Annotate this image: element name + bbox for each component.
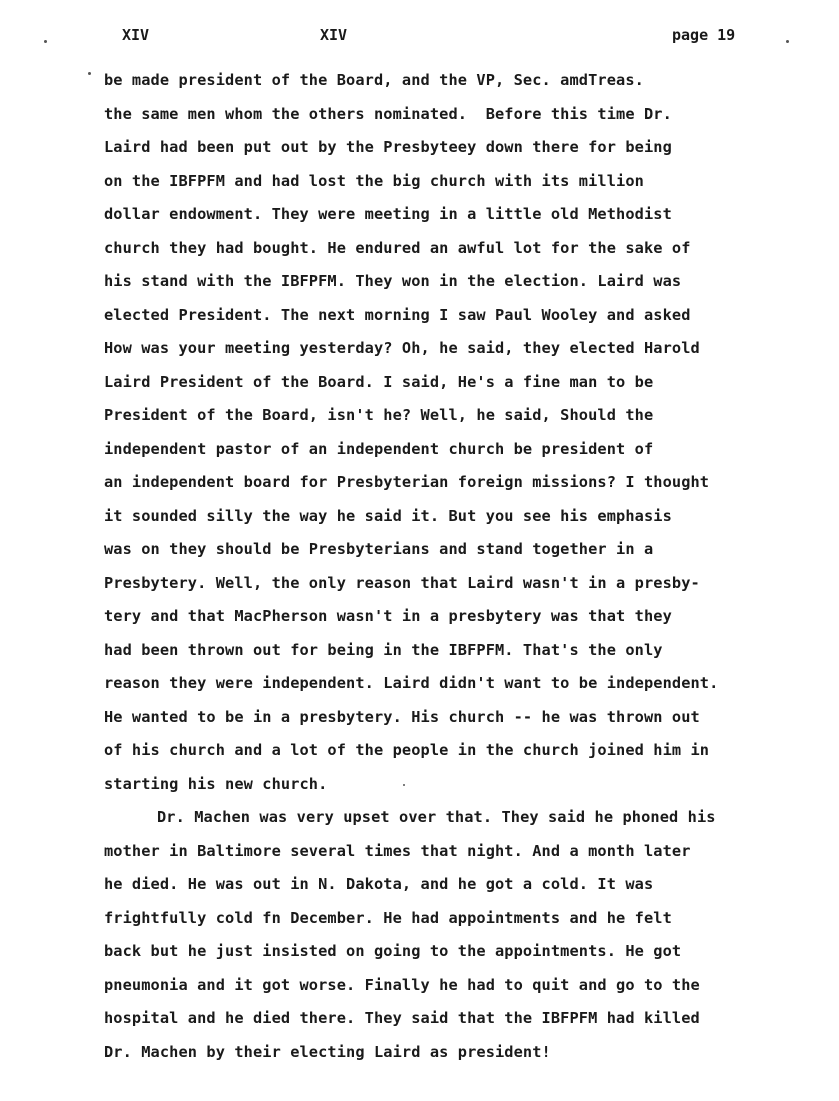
paragraph-first-line: Dr. Machen was very upset over that. They said he phoned his xyxy=(157,808,716,826)
text-line: on the IBFPFM and had lost the big church with its million xyxy=(104,171,644,190)
text-line: frightfully cold fn December. He had appointments and he felt xyxy=(104,908,672,927)
text-line: President of the Board, isn't he? Well, he said, Should the xyxy=(104,406,654,424)
text-line: Laird President of the Board. I said, He's a fine man to be xyxy=(104,372,654,391)
header-chapter-center: XIV xyxy=(320,26,348,44)
scan-speck xyxy=(88,72,91,75)
text-line: of his church and a lot of the people in the church joined him in xyxy=(104,741,710,759)
text-line: elected President. The next morning I saw Paul Wooley and asked xyxy=(104,305,691,324)
text-line: hospital and he died there. They said that the IBFPFM had killed xyxy=(104,1009,700,1027)
text-line: was on they should be Presbyterians and stand together in a xyxy=(104,540,654,558)
text-line: Laird had been put out by the Presbyteey down there for being xyxy=(104,138,672,156)
text-line: back but he just insisted on going to the appointments. He got xyxy=(104,942,682,960)
text-line: Presbytery. Well, the only reason that Laird wasn't in a presby- xyxy=(104,573,700,592)
text-line: he died. He was out in N. Dakota, and he got a cold. It was xyxy=(104,875,654,893)
text-line: the same men whom the others nominated. Before this time Dr. xyxy=(104,104,672,123)
body-text xyxy=(104,64,804,1069)
scan-speck xyxy=(403,784,405,786)
page-number: page 19 xyxy=(672,26,736,44)
text-line: an independent board for Presbyterian foreign missions? I thought xyxy=(104,473,710,491)
text-line: starting his new church. xyxy=(104,774,328,793)
text-line: tery and that MacPherson wasn't in a presbytery was that they xyxy=(104,607,672,625)
text-line: it sounded silly the way he said it. But you see his emphasis xyxy=(104,506,672,525)
text-line: his stand with the IBFPFM. They won in the election. Laird was xyxy=(104,272,682,290)
header-chapter-left: XIV xyxy=(122,26,150,44)
text-line: mother in Baltimore several times that night. And a month later xyxy=(104,841,691,860)
text-line: pneumonia and it got worse. Finally he had to quit and go to the xyxy=(104,975,700,994)
page-header xyxy=(0,26,839,50)
text-line: had been thrown out for being in the IBFPFM. That's the only xyxy=(104,640,663,659)
text-line: dollar endowment. They were meeting in a little old Methodist xyxy=(104,205,672,223)
text-line: be made president of the Board, and the VP, Sec. amdTreas. xyxy=(104,71,644,89)
text-line: reason they were independent. Laird didn't want to be independent. xyxy=(104,674,719,692)
scan-speck xyxy=(786,40,789,43)
text-line: He wanted to be in a presbytery. His church -- he was thrown out xyxy=(104,707,700,726)
text-line: Dr. Machen by their electing Laird as president! xyxy=(104,1042,551,1061)
scan-speck xyxy=(44,40,47,43)
text-line: independent pastor of an independent church be president of xyxy=(104,439,654,458)
text-line: How was your meeting yesterday? Oh, he said, they elected Harold xyxy=(104,339,700,357)
text-line: church they had bought. He endured an awful lot for the sake of xyxy=(104,238,691,257)
